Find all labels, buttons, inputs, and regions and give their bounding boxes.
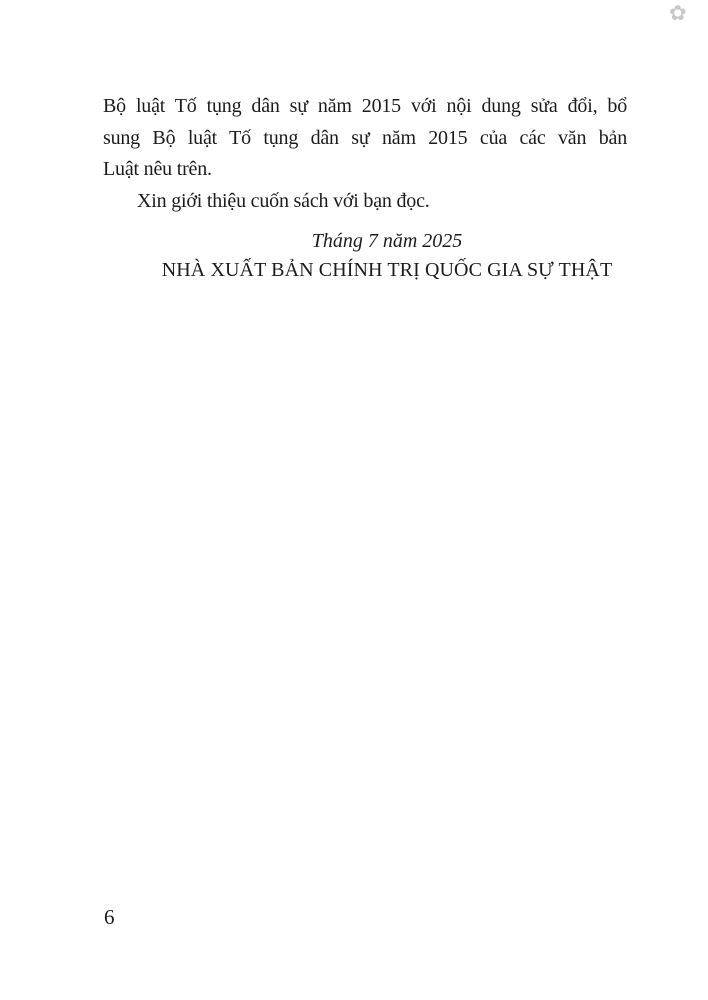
body-line-3: Luật nêu trên. bbox=[103, 158, 212, 180]
body-line-1: Bộ luật Tố tụng dân sự năm 2015 với nội dung sửa đổi, bổ bbox=[103, 95, 627, 117]
body-paragraph bbox=[103, 91, 627, 217]
colophon-block bbox=[125, 227, 649, 285]
body-paragraph-2: Xin giới thiệu cuốn sách với bạn đọc. bbox=[137, 189, 430, 212]
flower-ornament-icon: ✿ bbox=[669, 1, 687, 25]
body-line-2: sung Bộ luật Tố tụng dân sự năm 2015 của các văn bản bbox=[103, 126, 627, 149]
page-number: 6 bbox=[104, 905, 115, 929]
publisher-name: NHÀ XUẤT BẢN CHÍNH TRỊ QUỐC GIA SỰ THẬT bbox=[161, 259, 613, 281]
publication-date: Tháng 7 năm 2025 bbox=[311, 230, 463, 252]
